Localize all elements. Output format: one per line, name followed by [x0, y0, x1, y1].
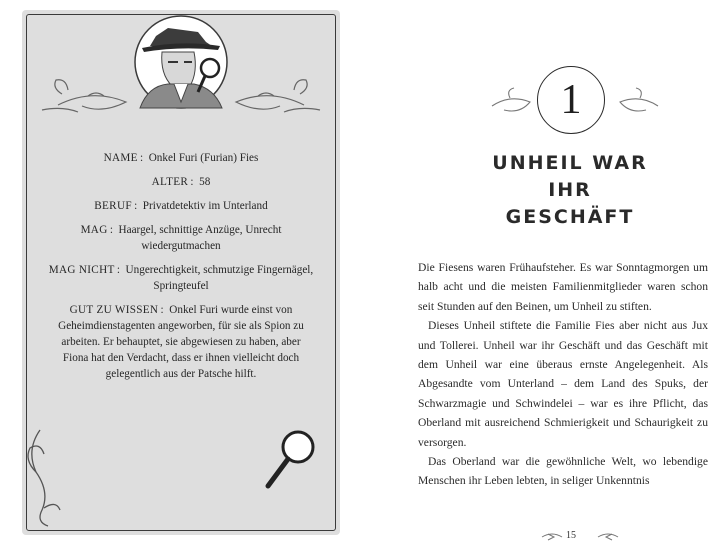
profile-dislikes-label: MAG NICHT — [48, 264, 115, 276]
profile-age-label: ALTER — [151, 176, 189, 188]
chapter-body — [418, 258, 708, 491]
page-number: 15 — [566, 530, 576, 541]
body-paragraph-1: Die Fiesens waren Frühaufsteher. Es war Sonntagmorgen um halb acht und die meisten Familienmitglieder waren schon seit Stunden auf den Beinen, um Unheil zu stiften. — [418, 261, 708, 313]
profile-dislikes-value: Ungerechtigkeit, schmutzige Fingernägel, Springteufel — [125, 264, 314, 292]
profile-job: BERUF : Privatdetektiv im Unterland — [94, 200, 268, 212]
profile-age-value: 58 — [199, 176, 211, 188]
swirl-ornament — [28, 430, 60, 526]
right-page — [360, 0, 720, 551]
body-paragraph-3: Das Oberland war die gewöhnliche Welt, wo lebendige Menschen ihr Leben lebten, in seliger Unkenntnis — [418, 455, 708, 488]
profile-good-to-know: GUT ZU WISSEN : Onkel Furi wurde einst von Geheimdienstagenten angeworben, für sie als Spion zu arbeiten. Er behauptet, sie abgewiesen zu haben, aber Fiona hat den Verdacht, dass er ihnen vielleicht doch gelegentlich aus der Patsche hilft. — [58, 304, 304, 380]
profile-job-value: Privatdetektiv im Unterland — [142, 200, 268, 212]
profile-likes-value: Haargel, schnittige Anzüge, Unrecht wiedergutmachen — [118, 224, 282, 252]
chapter-title-line1: UNHEIL WAR — [492, 152, 648, 174]
chapter-number-badge: 1 — [537, 66, 605, 134]
profile-good-to-know-value: Onkel Furi wurde einst von Geheimdienstagenten angeworben, für sie als Spion zu arbeiten. Er behauptet, sie abgewiesen zu haben, aber Fiona hat den Verdacht, dass er ihnen vielleicht doch gelegentlich aus der Patsche hilft. — [58, 304, 304, 380]
chapter-title-line2: IHR GESCHÄFT — [505, 179, 635, 228]
left-flourish-ornament — [42, 80, 126, 112]
profile-name-value: Onkel Furi (Furian) Fies — [148, 152, 259, 164]
character-profile — [22, 150, 340, 390]
right-flourish-ornament — [236, 80, 320, 112]
profile-good-to-know-label: GUT ZU WISSEN — [69, 304, 159, 316]
magnifying-glass-icon — [268, 432, 313, 486]
profile-likes-label: MAG — [80, 224, 108, 236]
profile-job-label: BERUF — [94, 200, 132, 212]
body-paragraph-2: Dieses Unheil stiftete die Familie Fies aber nicht aus Jux und Tollerei. Unheil war ihr Geschäft und das Geschäft mit dem Unheil war eine überaus ernste Angelegenheit. Als Abgesandte vom Unterland – dem Land des Spuks, der Schwarzmagie und Schwindelei – war es ihre Pflicht, das Oberland mit ausreichend Schmierigkeit und Schaurigkeit zu versorgen. — [418, 319, 708, 449]
profile-name-label: NAME — [103, 152, 138, 164]
profile-name: NAME : Onkel Furi (Furian) Fies — [103, 152, 259, 164]
chapter-title — [480, 150, 660, 231]
folio-ornament — [538, 528, 622, 546]
profile-likes: MAG : Haargel, schnittige Anzüge, Unrecht wiedergutmachen — [80, 224, 282, 252]
profile-age: ALTER : 58 — [151, 176, 211, 188]
profile-dislikes: MAG NICHT : Ungerechtigkeit, schmutzige Fingernägel, Springteufel — [48, 264, 314, 292]
